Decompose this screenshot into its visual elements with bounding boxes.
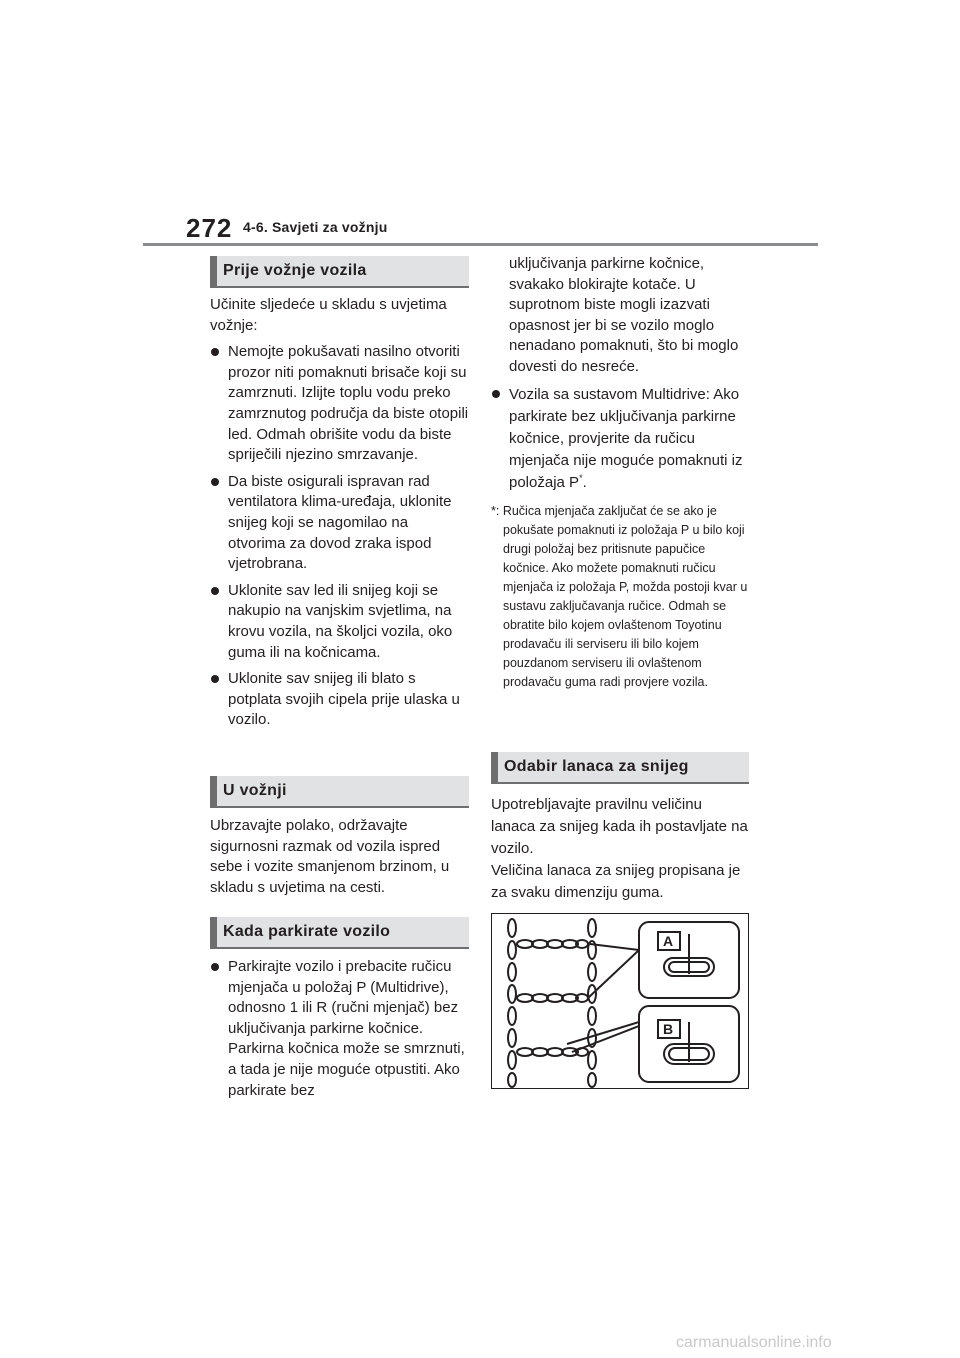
snow-chains-section	[491, 752, 749, 904]
driving-text: Ubrzavajte polako, održavajte sigurnosni razmak od vozila ispred sebe i vozite smanjenom brzinom, u skladu s uvjetima na cesti.	[210, 817, 450, 896]
section-title: 4-6. Savjeti za vožnju	[243, 219, 388, 235]
driving-section	[210, 776, 469, 898]
header-divider	[143, 243, 818, 246]
footnote: *: Ručica mjenjača zaključat će se ako je pokušate pomaknuti iz položaja P u bilo koji drugi položaj bez pritisnute papučice kočnice. Ako možete pomaknuti ručicu mjenjača iz položaja P, možda postoji kvar u sustavu zaključavanja ručice. Odmah se obratite bilo kojem ovlaštenom Toyotinu prodavaču ili serviseru ili bilo kojem pouzdanom serviseru ili ovlaštenom prodavaču guma radi provjere vozila.	[491, 503, 748, 689]
continuation-text: uključivanja parkirne kočnice, svakako blokirajte kotače. U suprotnom biste mogli izazvati opasnost jer bi se vozilo moglo nenadano pomaknuti, što bi moglo dovesti do nesreće.	[509, 255, 739, 375]
footnote-marker: *:	[491, 503, 503, 518]
parking-continuation-list	[491, 254, 749, 494]
figure-label-b: B	[663, 1021, 674, 1037]
right-column	[491, 254, 749, 692]
list-item: Uklonite sav led ili snijeg koji se nakupio na vanjskim svjetlima, na krovu vozila, na školjci vozila, oko guma ili na kočnicama.	[210, 581, 469, 663]
list-item: Nemojte pokušavati nasilno otvoriti prozor niti pomaknuti brisače koji su zamrznuti. Izlijte toplu vodu preko zamrznutog područja da biste otopili led. Odmah obrišite vodu da biste spriječili njezino smrzavanje.	[210, 342, 469, 466]
parking-list	[210, 957, 469, 1101]
list-item: Vozila sa sustavom Multidrive: Ako parkirate bez uključivanja parkirne kočnice, provjerite da ručicu mjenjača nije moguće pomaknuti iz položaja P*.	[491, 384, 749, 494]
list-item: Parkirajte vozilo i prebacite ručicu mjenjača u položaj P (Multidrive), odnosno 1 ili R (ručni mjenjač) bez uključivanja parkirne kočnice. Parkirna kočnica može se smrznuti, a tada je nije moguće otpustiti. Ako parkirate bez	[210, 957, 469, 1101]
chains-text-1: Upotrebljavajte pravilnu veličinu lanaca za snijeg kada ih postavljate na vozilo.	[491, 796, 748, 857]
footnote-reference: *	[579, 472, 583, 483]
list-item: Uklonite sav snijeg ili blato s potplata svojih cipela prije ulaska u vozilo.	[210, 669, 469, 731]
multidrive-text: Vozila sa sustavom Multidrive: Ako parkirate bez uključivanja parkirne kočnice, provjerite da ručicu mjenjača nije moguće pomaknuti iz položaja P	[509, 385, 743, 491]
list-item: Da biste osigurali ispravan rad ventilatora klima-uređaja, uklonite snijeg koji se nagomilao na otvorima za dovod zraka ispod vjetrobrana.	[210, 472, 469, 575]
parking-section	[210, 917, 469, 1101]
chains-text-2: Veličina lanaca za snijeg propisana je za svaku dimenziju guma.	[491, 862, 741, 901]
snow-chain-figure	[491, 913, 749, 1089]
intro-text: Učinite sljedeće u skladu s uvjetima vožnje:	[210, 296, 447, 334]
heading-snow-chains: Odabir lanaca za snijeg	[491, 752, 749, 784]
heading-parking: Kada parkirate vozilo	[210, 917, 469, 949]
heading-before-driving: Prije vožnje vozila	[210, 256, 469, 288]
figure-label-a: A	[663, 933, 674, 949]
left-column	[210, 256, 469, 731]
watermark: carmanualsonline.info	[676, 1334, 832, 1351]
heading-driving: U vožnji	[210, 776, 469, 808]
snow-chain-illustration	[492, 914, 748, 1088]
page-number: 272	[186, 213, 233, 243]
before-driving-list	[210, 342, 469, 731]
